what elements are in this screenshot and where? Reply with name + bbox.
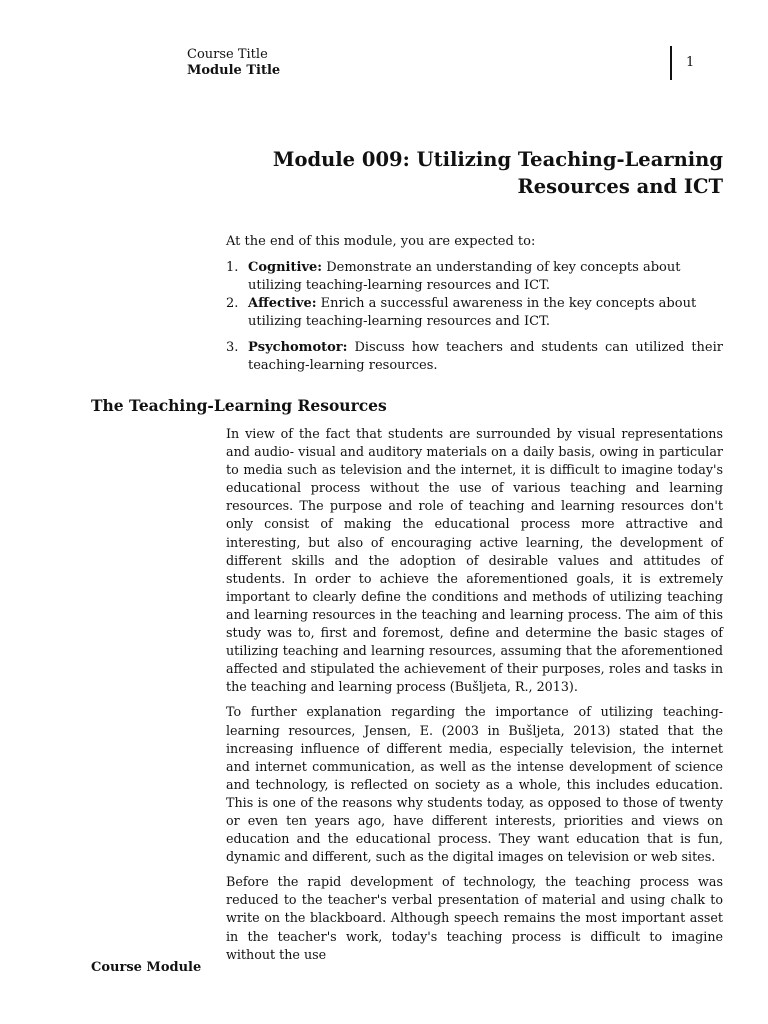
objective-item-cognitive [226,259,723,295]
body-paragraph-3: Before the rapid development of technology, the teaching process was reduced to the teacher's verbal presentation of material and using chalk to write on the blackboard. Although speech remains the most important asset in the teacher's work, today's teaching process is difficult to imagine without the use [226,874,723,962]
objectives-list [226,259,723,375]
objective-label: Psychomotor: [248,340,348,355]
body-text [226,425,723,971]
module-heading [250,146,723,200]
objective-number: 2. [226,296,239,311]
header-titles [187,47,280,79]
body-paragraph-1: In view of the fact that students are surrounded by visual representations and audio- visual and auditory materials on a daily basis, owing in particular to media such as television and the internet, it is difficult to imagine today's educational process without the use of various teaching and learning resources. The purpose and role of teaching and learning resources don't only consist of making the educational process more attractive and interesting, but also of encouraging active learning, the development of different skills and the adoption of desirable values and attitudes of students. In order to achieve the aforementioned goals, it is extremely important to clearly define the conditions and methods of utilizing teaching and learning resources in the teaching and learning process. The aim of this study was to, first and foremost, define and determine the basic stages of utilizing teaching and learning resources, assuming that the aforementioned affected and stipulated the achievement of their purposes, roles and tasks in the teaching and learning process (Bušljeta, R., 2013). [226,426,723,695]
course-title: Course Title [187,47,268,62]
objective-item-affective [226,295,723,331]
module-title: Module Title [187,63,281,78]
objective-number: 3. [226,340,239,355]
page-footer: Course Module [91,960,202,975]
header-divider [670,46,672,80]
objective-text: Enrich a successful awareness in the key concepts about utilizing teaching-learning resources and ICT. [248,296,697,329]
objective-label: Affective: [248,296,317,311]
section-heading: The Teaching-Learning Resources [91,396,387,415]
body-paragraph-2: To further explanation regarding the importance of utilizing teaching-learning resources, Jensen, E. (2003 in Bušljeta, 2013) stated that the increasing influence of different media, especially television, the internet and internet communication, as well as the intense development of science and technology, is reflected on society as a whole, this includes education. This is one of the reasons why students today, as opposed to those of twenty or even ten years ago, have different interests, priorities and views on education and the educational process. They want education that is fun, dynamic and different, such as the digital images on television or web sites. [226,704,723,865]
objective-number: 1. [226,260,239,275]
objective-text: Discuss how teachers and students can utilized their teaching-learning resources. [248,340,723,373]
objective-label: Cognitive: [248,260,323,275]
objective-item-psychomotor [226,339,723,375]
objectives-intro: At the end of this module, you are expected to: [226,234,536,249]
page-number: 1 [686,55,695,70]
module-heading-line2: Resources and ICT [517,175,723,198]
objective-text: Demonstrate an understanding of key concepts about utilizing teaching-learning resources and ICT. [248,260,681,293]
module-heading-line1: Module 009: Utilizing Teaching-Learning [272,148,723,171]
